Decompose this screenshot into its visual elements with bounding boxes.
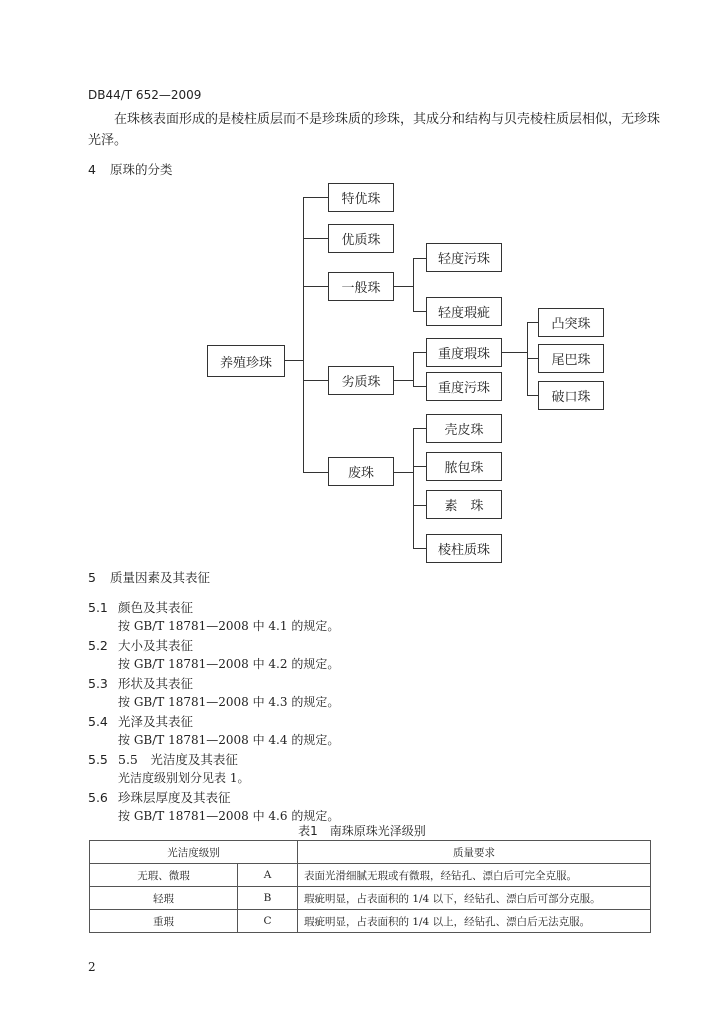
page-number: 2 bbox=[88, 960, 96, 974]
subsection-body: 按 GB/T 18781—2008 中 4.3 的规定。 bbox=[118, 695, 340, 709]
table-cell: 瑕疵明显，占表面积的 1/4 以下，经钻孔、漂白后可部分克服。 bbox=[298, 887, 651, 910]
tree-root-box: 养殖珍珠 bbox=[207, 345, 285, 377]
tree-node-waste: 废珠 bbox=[328, 457, 394, 486]
table-1 bbox=[89, 840, 651, 933]
tree-node-tail-pearl: 尾巴珠 bbox=[538, 344, 604, 373]
table-cell: 无瑕、微瑕 bbox=[90, 864, 238, 887]
subsection-heading: 5.4 光泽及其表征 bbox=[88, 714, 194, 729]
tree-node-heavy-flaw: 重度瑕珠 bbox=[426, 338, 502, 367]
section-5-title: 质量因素及其表征 bbox=[110, 570, 211, 585]
table-row bbox=[90, 864, 651, 887]
tree-node-premium: 特优珠 bbox=[328, 183, 394, 212]
subsection-body: 光洁度级别划分见表 1。 bbox=[118, 771, 250, 785]
table-cell: A bbox=[238, 864, 298, 887]
section-4-heading bbox=[88, 160, 173, 178]
tree-node-light-flaw: 轻度瑕疵 bbox=[426, 297, 502, 326]
table-header-row bbox=[90, 841, 651, 864]
subsection-body: 按 GB/T 18781—2008 中 4.6 的规定。 bbox=[118, 809, 340, 823]
document-number: DB44/T 652—2009 bbox=[88, 88, 202, 102]
tree-node-quality: 优质珠 bbox=[328, 224, 394, 253]
table-cell: C bbox=[238, 910, 298, 933]
tree-node-pustule-pearl: 脓包珠 bbox=[426, 452, 502, 481]
tree-node-light-stain: 轻度污珠 bbox=[426, 243, 502, 272]
tree-node-ordinary: 一般珠 bbox=[328, 272, 394, 301]
tree-node-broken-pearl: 破口珠 bbox=[538, 381, 604, 410]
subsection-body: 按 GB/T 18781—2008 中 4.2 的规定。 bbox=[118, 657, 340, 671]
section-4-number: 4 bbox=[88, 162, 96, 177]
tree-node-shell-pearl: 壳皮珠 bbox=[426, 414, 502, 443]
subsection-heading: 5.1 颜色及其表征 bbox=[88, 600, 194, 615]
table-row bbox=[90, 910, 651, 933]
table-header-cell: 光洁度级别 bbox=[90, 841, 298, 864]
intro-paragraph: 在珠核表面形成的是棱柱质层而不是珍珠质的珍珠，其成分和结构与贝壳棱柱质层相似，无珍珠光泽。 bbox=[88, 112, 661, 148]
tree-node-plain-pearl: 素 珠 bbox=[426, 490, 502, 519]
section-4-title: 原珠的分类 bbox=[110, 162, 173, 177]
section-5-heading bbox=[88, 568, 210, 586]
table-header-cell: 质量要求 bbox=[298, 841, 651, 864]
tree-node-prismatic-pearl: 棱柱质珠 bbox=[426, 534, 502, 563]
subsection-heading: 5.5 5.5 光洁度及其表征 bbox=[88, 752, 238, 767]
tree-node-heavy-stain: 重度污珠 bbox=[426, 372, 502, 401]
tree-node-inferior: 劣质珠 bbox=[328, 366, 394, 395]
table-1-caption: 表1 南珠原珠光泽级别 bbox=[298, 824, 426, 838]
table-cell: 轻瑕 bbox=[90, 887, 238, 910]
table-cell: 重瑕 bbox=[90, 910, 238, 933]
subsection-body: 按 GB/T 18781—2008 中 4.1 的规定。 bbox=[118, 619, 340, 633]
subsection-heading: 5.3 形状及其表征 bbox=[88, 676, 194, 691]
subsection-heading: 5.6 珍珠层厚度及其表征 bbox=[88, 790, 231, 805]
table-row bbox=[90, 887, 651, 910]
section-5-number: 5 bbox=[88, 570, 96, 585]
table-cell: 瑕疵明显，占表面积的 1/4 以上，经钻孔、漂白后无法克服。 bbox=[298, 910, 651, 933]
table-cell: 表面光滑细腻无瑕或有微瑕，经钻孔、漂白后可完全克服。 bbox=[298, 864, 651, 887]
table-cell: B bbox=[238, 887, 298, 910]
subsection-heading: 5.2 大小及其表征 bbox=[88, 638, 194, 653]
tree-node-bump-pearl: 凸突珠 bbox=[538, 308, 604, 337]
subsection-body: 按 GB/T 18781—2008 中 4.4 的规定。 bbox=[118, 733, 340, 747]
